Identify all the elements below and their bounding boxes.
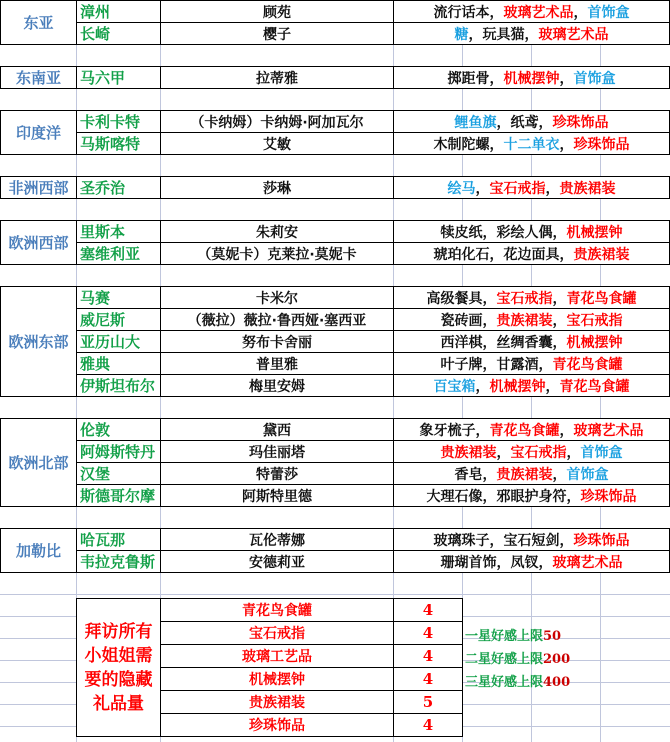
gift-item: 机械摆钟 xyxy=(566,334,623,351)
npc-name-cell[interactable]: 黛西 xyxy=(160,418,394,441)
separator: ， xyxy=(545,180,560,197)
gifts-cell[interactable] xyxy=(393,330,670,353)
npc-name-cell[interactable]: 顾苑 xyxy=(160,0,394,23)
npc-name-cell[interactable]: 瓦伦蒂娜 xyxy=(160,528,394,551)
gifts-cell[interactable] xyxy=(393,110,670,133)
gift-item: 珍珠饰品 xyxy=(552,114,609,131)
gift-item: 青花鸟食罐 xyxy=(552,356,623,373)
npc-name-cell[interactable]: 艾敏 xyxy=(160,132,394,155)
gifts-cell[interactable] xyxy=(393,462,670,485)
separator: ， xyxy=(482,488,497,505)
city-cell[interactable]: 阿姆斯特丹 xyxy=(76,440,161,463)
npc-name-cell[interactable]: （莫妮卡）克莱拉·莫妮卡 xyxy=(160,242,394,265)
separator: ， xyxy=(552,224,567,241)
gifts-cell[interactable] xyxy=(393,550,670,573)
affection-limit-note xyxy=(465,648,570,667)
gift-item: 珍珠饰品 xyxy=(573,532,630,549)
region-cell[interactable]: 加勒比 xyxy=(0,528,77,573)
gift-item: 大理石像 xyxy=(426,488,483,505)
gift-item: 瓷砖画 xyxy=(440,312,483,329)
gift-item: 贵族裙装 xyxy=(573,246,630,263)
gifts-cell[interactable] xyxy=(393,220,670,243)
gift-item: 珍珠饰品 xyxy=(580,488,637,505)
separator: ， xyxy=(559,422,574,439)
city-cell[interactable]: 伊斯坦布尔 xyxy=(76,374,161,397)
summary-gift-count: 4 xyxy=(393,598,463,622)
gift-item: 琥珀化石 xyxy=(433,246,490,263)
separator: ， xyxy=(475,378,490,395)
gifts-cell[interactable] xyxy=(393,308,670,331)
gift-item: 鲤鱼旗 xyxy=(454,114,497,131)
separator: ， xyxy=(482,290,497,307)
region-cell[interactable]: 东南亚 xyxy=(0,66,77,89)
city-cell[interactable]: 威尼斯 xyxy=(76,308,161,331)
separator: ， xyxy=(496,114,511,131)
gift-item: 珊瑚首饰 xyxy=(440,554,497,571)
city-cell[interactable]: 塞维利亚 xyxy=(76,242,161,265)
gifts-cell[interactable] xyxy=(393,242,670,265)
gift-item: 百宝箱 xyxy=(433,378,476,395)
summary-gift-name: 玻璃工艺品 xyxy=(160,644,394,668)
summary-gift-count: 4 xyxy=(393,621,463,645)
separator: ， xyxy=(566,488,581,505)
gift-item: 玩具猫 xyxy=(482,26,525,43)
separator: ， xyxy=(482,312,497,329)
separator: ， xyxy=(475,422,490,439)
npc-name-cell[interactable]: 拉蒂雅 xyxy=(160,66,394,89)
npc-name-cell[interactable]: 梅里安姆 xyxy=(160,374,394,397)
separator: ， xyxy=(482,334,497,351)
city-cell[interactable]: 哈瓦那 xyxy=(76,528,161,551)
gift-item: 甘露酒 xyxy=(496,356,539,373)
region-cell[interactable]: 印度洋 xyxy=(0,110,77,155)
separator: ， xyxy=(552,466,567,483)
separator: ， xyxy=(489,532,504,549)
gift-item: 贵族裙装 xyxy=(496,466,553,483)
gift-item: 西洋棋 xyxy=(440,334,483,351)
separator: ， xyxy=(468,26,483,43)
city-cell[interactable]: 雅典 xyxy=(76,352,161,375)
summary-gift-name: 贵族裙装 xyxy=(160,690,394,714)
npc-name-cell[interactable]: 阿斯特里德 xyxy=(160,484,394,507)
gift-item: 流行话本 xyxy=(433,4,490,21)
gifts-cell[interactable] xyxy=(393,176,670,199)
separator: ， xyxy=(559,70,574,87)
city-cell[interactable]: 马赛 xyxy=(76,286,161,309)
npc-name-cell[interactable]: 樱子 xyxy=(160,22,394,45)
gift-item: 彩绘人偶 xyxy=(496,224,553,241)
city-cell[interactable]: 马斯喀特 xyxy=(76,132,161,155)
npc-name-cell[interactable]: 安德莉亚 xyxy=(160,550,394,573)
gifts-cell[interactable] xyxy=(393,352,670,375)
city-cell[interactable]: 卡利卡特 xyxy=(76,110,161,133)
gift-item: 玻璃艺术品 xyxy=(503,4,574,21)
summary-gift-count: 4 xyxy=(393,713,463,737)
separator: ， xyxy=(552,334,567,351)
separator: ， xyxy=(566,444,581,461)
gift-item: 贵族裙装 xyxy=(440,444,497,461)
separator: ， xyxy=(538,356,553,373)
gift-item: 珍珠饰品 xyxy=(573,136,630,153)
city-cell[interactable]: 伦敦 xyxy=(76,418,161,441)
city-cell[interactable]: 里斯本 xyxy=(76,220,161,243)
gift-item: 高级餐具 xyxy=(426,290,483,307)
region-cell[interactable]: 欧洲北部 xyxy=(0,418,77,507)
gift-item: 机械摆钟 xyxy=(566,224,623,241)
affection-limit-note xyxy=(465,625,561,644)
summary-gift-count: 4 xyxy=(393,667,463,691)
region-cell[interactable]: 欧洲东部 xyxy=(0,286,77,397)
separator: ， xyxy=(482,466,497,483)
gifts-cell[interactable] xyxy=(393,484,670,507)
npc-name-cell[interactable]: 玛佳丽塔 xyxy=(160,440,394,463)
gifts-cell[interactable] xyxy=(393,418,670,441)
separator: ， xyxy=(489,246,504,263)
separator: ， xyxy=(496,444,511,461)
city-cell[interactable]: 圣乔治 xyxy=(76,176,161,199)
gift-item: 首饰盒 xyxy=(566,466,609,483)
gifts-cell[interactable] xyxy=(393,66,670,89)
separator: ， xyxy=(482,356,497,373)
summary-gift-count: 4 xyxy=(393,644,463,668)
city-cell[interactable]: 长崎 xyxy=(76,22,161,45)
gifts-cell[interactable] xyxy=(393,528,670,551)
gift-item: 青花鸟食罐 xyxy=(489,422,560,439)
gift-item: 青花鸟食罐 xyxy=(566,290,637,307)
separator: ， xyxy=(496,554,511,571)
separator: ， xyxy=(538,114,553,131)
city-cell[interactable]: 马六甲 xyxy=(76,66,161,89)
note-value: 50 xyxy=(543,629,562,644)
note-value: 400 xyxy=(543,675,571,690)
gift-item: 贵族裙装 xyxy=(559,180,616,197)
region-cell[interactable]: 东亚 xyxy=(0,0,77,45)
gift-item: 宝石戒指 xyxy=(489,180,546,197)
gift-item: 宝石戒指 xyxy=(510,444,567,461)
region-cell[interactable]: 非洲西部 xyxy=(0,176,77,199)
gift-item: 叶子牌 xyxy=(440,356,483,373)
npc-name-cell[interactable]: 普里雅 xyxy=(160,352,394,375)
note-label: 一星好感上限 xyxy=(465,629,544,644)
gift-item: 掷距骨 xyxy=(447,70,490,87)
gift-item: 凤钗 xyxy=(510,554,539,571)
separator: ， xyxy=(552,312,567,329)
npc-name-cell[interactable]: （卡纳姆）卡纳姆·阿加瓦尔 xyxy=(160,110,394,133)
city-cell[interactable]: 汉堡 xyxy=(76,462,161,485)
gift-item: 绘马 xyxy=(447,180,476,197)
city-cell[interactable]: 漳州 xyxy=(76,0,161,23)
gift-item: 丝绸香囊 xyxy=(496,334,553,351)
gift-item: 首饰盒 xyxy=(587,4,630,21)
note-value: 200 xyxy=(543,652,571,667)
summary-gift-name: 青花鸟食罐 xyxy=(160,598,394,622)
npc-name-cell[interactable]: 卡米尔 xyxy=(160,286,394,309)
summary-gift-name: 机械摆钟 xyxy=(160,667,394,691)
note-label: 三星好感上限 xyxy=(465,675,544,690)
separator: ， xyxy=(559,246,574,263)
gifts-cell[interactable] xyxy=(393,132,670,155)
separator: ， xyxy=(559,532,574,549)
gift-item: 香皂 xyxy=(454,466,483,483)
separator: ， xyxy=(573,4,588,21)
gift-item: 宝石短剑 xyxy=(503,532,560,549)
city-cell[interactable]: 斯德哥尔摩 xyxy=(76,484,161,507)
gift-item: 玻璃艺术品 xyxy=(538,26,609,43)
separator: ， xyxy=(552,290,567,307)
gift-item: 玻璃珠子 xyxy=(433,532,490,549)
separator: ， xyxy=(524,26,539,43)
separator: ， xyxy=(482,224,497,241)
gridline-horizontal xyxy=(0,594,670,595)
gifts-cell[interactable] xyxy=(393,0,670,23)
gifts-cell[interactable] xyxy=(393,286,670,309)
gift-item: 宝石戒指 xyxy=(496,290,553,307)
separator: ， xyxy=(489,70,504,87)
separator: ， xyxy=(538,554,553,571)
gift-item: 青花鸟食罐 xyxy=(559,378,630,395)
separator: ， xyxy=(545,378,560,395)
gift-item: 首饰盒 xyxy=(573,70,616,87)
summary-gift-count: 5 xyxy=(393,690,463,714)
separator: ， xyxy=(489,136,504,153)
gift-item: 机械摆钟 xyxy=(503,70,560,87)
summary-gift-name: 珍珠饰品 xyxy=(160,713,394,737)
affection-limit-note xyxy=(465,671,570,690)
region-cell[interactable]: 欧洲西部 xyxy=(0,220,77,265)
separator: ， xyxy=(475,180,490,197)
gift-item: 邪眼护身符 xyxy=(496,488,567,505)
npc-name-cell[interactable]: （薇拉）薇拉·鲁西娅·塞西亚 xyxy=(160,308,394,331)
gift-item: 糖 xyxy=(454,26,469,43)
gift-item: 首饰盒 xyxy=(580,444,623,461)
gift-item: 玻璃艺术品 xyxy=(573,422,644,439)
gift-item: 贵族裙装 xyxy=(496,312,553,329)
npc-name-cell[interactable]: 努布卡舍丽 xyxy=(160,330,394,353)
separator: ， xyxy=(559,136,574,153)
gifts-cell[interactable] xyxy=(393,22,670,45)
gifts-cell[interactable] xyxy=(393,440,670,463)
npc-name-cell[interactable]: 莎琳 xyxy=(160,176,394,199)
city-cell[interactable]: 韦拉克鲁斯 xyxy=(76,550,161,573)
gift-item: 十二单衣 xyxy=(503,136,560,153)
separator: ， xyxy=(489,4,504,21)
gift-item: 宝石戒指 xyxy=(566,312,623,329)
note-label: 二星好感上限 xyxy=(465,652,544,667)
gift-item: 象牙梳子 xyxy=(419,422,476,439)
npc-name-cell[interactable]: 朱莉安 xyxy=(160,220,394,243)
gift-item: 玻璃艺术品 xyxy=(552,554,623,571)
gift-item: 木制陀螺 xyxy=(433,136,490,153)
gifts-cell[interactable] xyxy=(393,374,670,397)
npc-name-cell[interactable]: 特蕾莎 xyxy=(160,462,394,485)
gift-item: 花边面具 xyxy=(503,246,560,263)
city-cell[interactable]: 亚历山大 xyxy=(76,330,161,353)
gift-item: 纸鸢 xyxy=(510,114,539,131)
gift-item: 犊皮纸 xyxy=(440,224,483,241)
summary-gift-name: 宝石戒指 xyxy=(160,621,394,645)
gift-item: 机械摆钟 xyxy=(489,378,546,395)
summary-title-cell: 拜访所有小姐姐需要的隐藏礼品量 xyxy=(76,598,161,737)
